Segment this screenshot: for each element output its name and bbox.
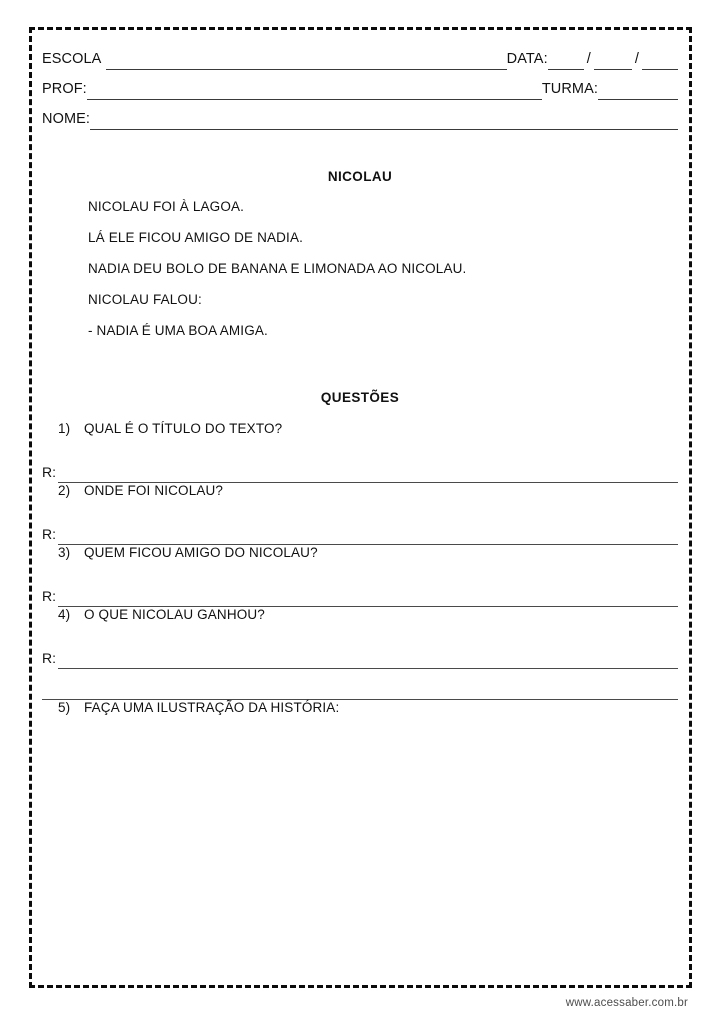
question-number-5: 5): [58, 700, 71, 715]
question-label-3: QUEM FICOU AMIGO DO NICOLAU?: [84, 545, 318, 560]
date-separator-1: /: [586, 51, 591, 67]
answer-prefix-1: R:: [42, 464, 56, 480]
question-number-3: 3): [58, 545, 71, 560]
story-line: LÁ ELE FICOU AMIGO DE NADIA.: [88, 230, 303, 245]
prof-input-line[interactable]: [87, 82, 542, 100]
prof-label: PROF:: [42, 81, 87, 97]
answer-row-3: [42, 576, 678, 607]
turma-label: TURMA:: [541, 81, 598, 97]
nome-input-line[interactable]: [90, 112, 678, 130]
answer-row-4: [42, 638, 678, 669]
data-month-input-line[interactable]: [594, 52, 632, 70]
story-body: [88, 199, 678, 354]
data-year-input-line[interactable]: [642, 52, 678, 70]
data-day-input-line[interactable]: [548, 52, 584, 70]
answer-row-1: [42, 452, 678, 483]
question-text-4: [42, 607, 678, 638]
question-group-2: [42, 483, 678, 545]
header-row-prof-turma: [42, 70, 678, 100]
question-number-4: 4): [58, 607, 71, 622]
question-text-1: [42, 421, 678, 452]
footer-credit: www.acessaber.com.br: [565, 997, 688, 1009]
answer-prefix-3: R:: [42, 588, 56, 604]
story-line: - NADIA É UMA BOA AMIGA.: [88, 323, 268, 338]
answer-input-line-4[interactable]: [58, 651, 678, 669]
nome-label: NOME:: [42, 111, 91, 127]
question-text-2: [42, 483, 678, 514]
answer-continuation-line-4[interactable]: [42, 682, 678, 700]
story-title: NICOLAU: [327, 169, 393, 184]
question-label-4: O QUE NICOLAU GANHOU?: [84, 607, 265, 622]
answer-continuation-row-4: [42, 669, 678, 700]
questions-section-title: QUESTÕES: [320, 390, 400, 405]
date-separator-2: /: [634, 51, 639, 67]
answer-input-line-3[interactable]: [58, 589, 678, 607]
student-identification-header: [42, 40, 678, 130]
question-group-4: [42, 607, 678, 700]
data-label: DATA:: [506, 51, 548, 67]
question-group-5: [42, 700, 678, 731]
story-line: NADIA DEU BOLO DE BANANA E LIMONADA AO NICOLAU.: [88, 261, 467, 276]
escola-input-line[interactable]: [106, 52, 506, 70]
header-row-escola-data: [42, 40, 678, 70]
header-row-nome: [42, 100, 678, 130]
turma-input-line[interactable]: [598, 82, 678, 100]
question-text-5: [42, 700, 678, 731]
question-label-5: FAÇA UMA ILUSTRAÇÃO DA HISTÓRIA:: [84, 700, 340, 715]
escola-label: ESCOLA: [42, 51, 102, 67]
question-label-1: QUAL É O TÍTULO DO TEXTO?: [84, 421, 283, 436]
question-group-3: [42, 545, 678, 607]
answer-input-line-1[interactable]: [58, 465, 678, 483]
answer-input-line-2[interactable]: [58, 527, 678, 545]
answer-prefix-4: R:: [42, 650, 56, 666]
answer-row-2: [42, 514, 678, 545]
answer-prefix-2: R:: [42, 526, 56, 542]
illustration-drawing-area[interactable]: [42, 730, 678, 980]
question-group-1: [42, 421, 678, 483]
questions-list: [42, 421, 678, 731]
story-line: NICOLAU FOI À LAGOA.: [88, 199, 245, 214]
question-number-1: 1): [58, 421, 71, 436]
question-text-3: [42, 545, 678, 576]
story-line: NICOLAU FALOU:: [88, 292, 202, 307]
question-number-2: 2): [58, 483, 71, 498]
question-label-2: ONDE FOI NICOLAU?: [84, 483, 224, 498]
